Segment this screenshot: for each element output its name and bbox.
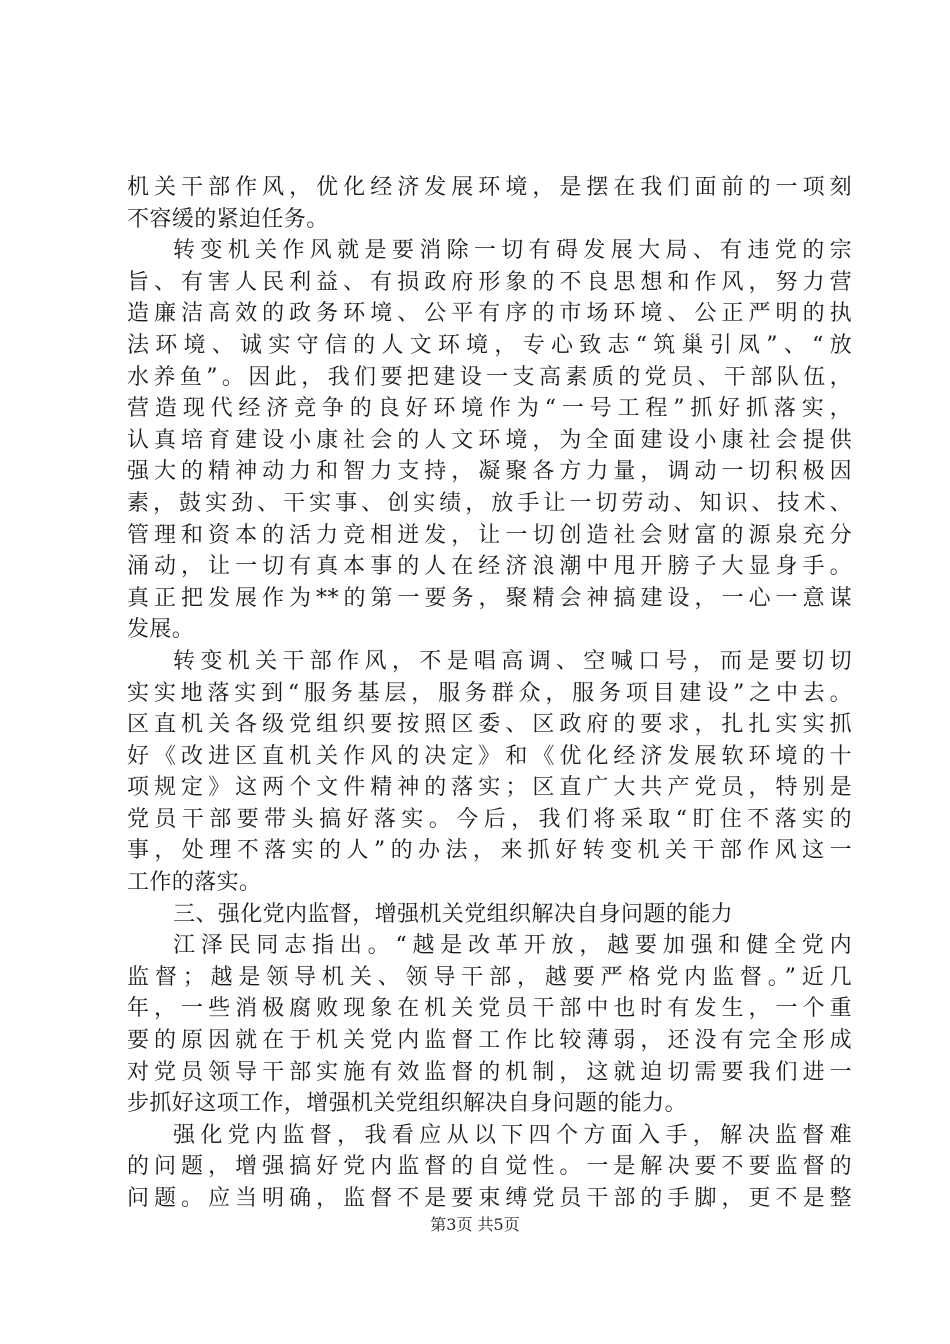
text-line: 素，鼓实劲、干实事、创实绩，放手让一切劳动、知识、技术、: [127, 490, 852, 516]
text-line: 转变机关作风就是要消除一切有碍发展大局、有违党的宗: [173, 238, 852, 264]
text-line: 真正把发展作为**的第一要务，聚精会神搞建设，一心一意谋: [127, 585, 852, 611]
text-line: 江泽民同志指出。“越是改革开放，越要加强和健全党内: [173, 933, 852, 959]
text-line: 项规定》这两个文件精神的落实；区直广大共产党员，特别是: [127, 775, 852, 801]
document-body: [127, 172, 852, 1215]
text-line: 造廉洁高效的政务环境、公平有序的市场环境、公正严明的执: [127, 301, 852, 327]
text-line: 机关干部作风，优化经济发展环境，是摆在我们面前的一项刻: [127, 175, 852, 200]
text-line: 的问题，增强搞好党内监督的自觉性。一是解决要不要监督的: [127, 1154, 852, 1180]
text-line: 营造现代经济竞争的良好环境作为“一号工程”抓好抓落实，: [127, 396, 852, 422]
text-line: 三、强化党内监督，增强机关党组织解决自身问题的能力: [173, 901, 734, 927]
text-line: 涌动，让一切有真本事的人在经济浪潮中甩开膀子大显身手。: [127, 554, 852, 580]
text-line: 不容缓的紧迫任务。: [127, 206, 329, 232]
text-line: 发展。: [127, 617, 195, 643]
text-line: 事，处理不落实的人”的办法，来抓好转变机关干部作风这一: [127, 838, 852, 864]
text-line: 对党员领导干部实施有效监督的机制，这就迫切需要我们进一: [127, 1059, 852, 1085]
text-line: 认真培育建设小康社会的人文环境，为全面建设小康社会提供: [127, 427, 852, 453]
text-line: 年，一些消极腐败现象在机关党员干部中也时有发生，一个重: [127, 996, 852, 1022]
text-line: 区直机关各级党组织要按照区委、区政府的要求，扎扎实实抓: [127, 712, 852, 738]
text-line: 监督；越是领导机关、领导干部，越要严格党内监督。”近几: [127, 964, 852, 990]
text-line: 步抓好这项工作，增强机关党组织解决自身问题的能力。: [127, 1091, 688, 1117]
text-line: 问题。应当明确，监督不是要束缚党员干部的手脚，更不是整: [127, 1186, 852, 1211]
text-line: 党员干部要带头搞好落实。今后，我们将采取“盯住不落实的: [127, 806, 852, 832]
page-footer: 第3页 共5页: [430, 1215, 520, 1234]
text-line: 工作的落实。: [127, 870, 262, 896]
text-line: 强大的精神动力和智力支持，凝聚各方力量，调动一切积极因: [127, 459, 852, 485]
text-line: 好《改进区直机关作风的决定》和《优化经济发展软环境的十: [127, 743, 852, 769]
text-line: 要的原因就在于机关党内监督工作比较薄弱，还没有完全形成: [127, 1028, 852, 1054]
text-line: 法环境、诚实守信的人文环境，专心致志“筑巢引凤”、“放: [127, 332, 852, 358]
text-line: 旨、有害人民利益、有损政府形象的不良思想和作风，努力营: [127, 269, 852, 295]
text-line: 实实地落实到“服务基层，服务群众，服务项目建设”之中去。: [127, 680, 852, 706]
text-line: 水养鱼”。因此，我们要把建设一支高素质的党员、干部队伍，: [127, 364, 852, 390]
text-line: 转变机关干部作风，不是唱高调、空喊口号，而是要切切: [173, 648, 852, 674]
text-line: 管理和资本的活力竞相迸发，让一切创造社会财富的源泉充分: [127, 522, 852, 548]
text-line: 强化党内监督，我看应从以下四个方面入手，解决监督难: [173, 1122, 852, 1148]
